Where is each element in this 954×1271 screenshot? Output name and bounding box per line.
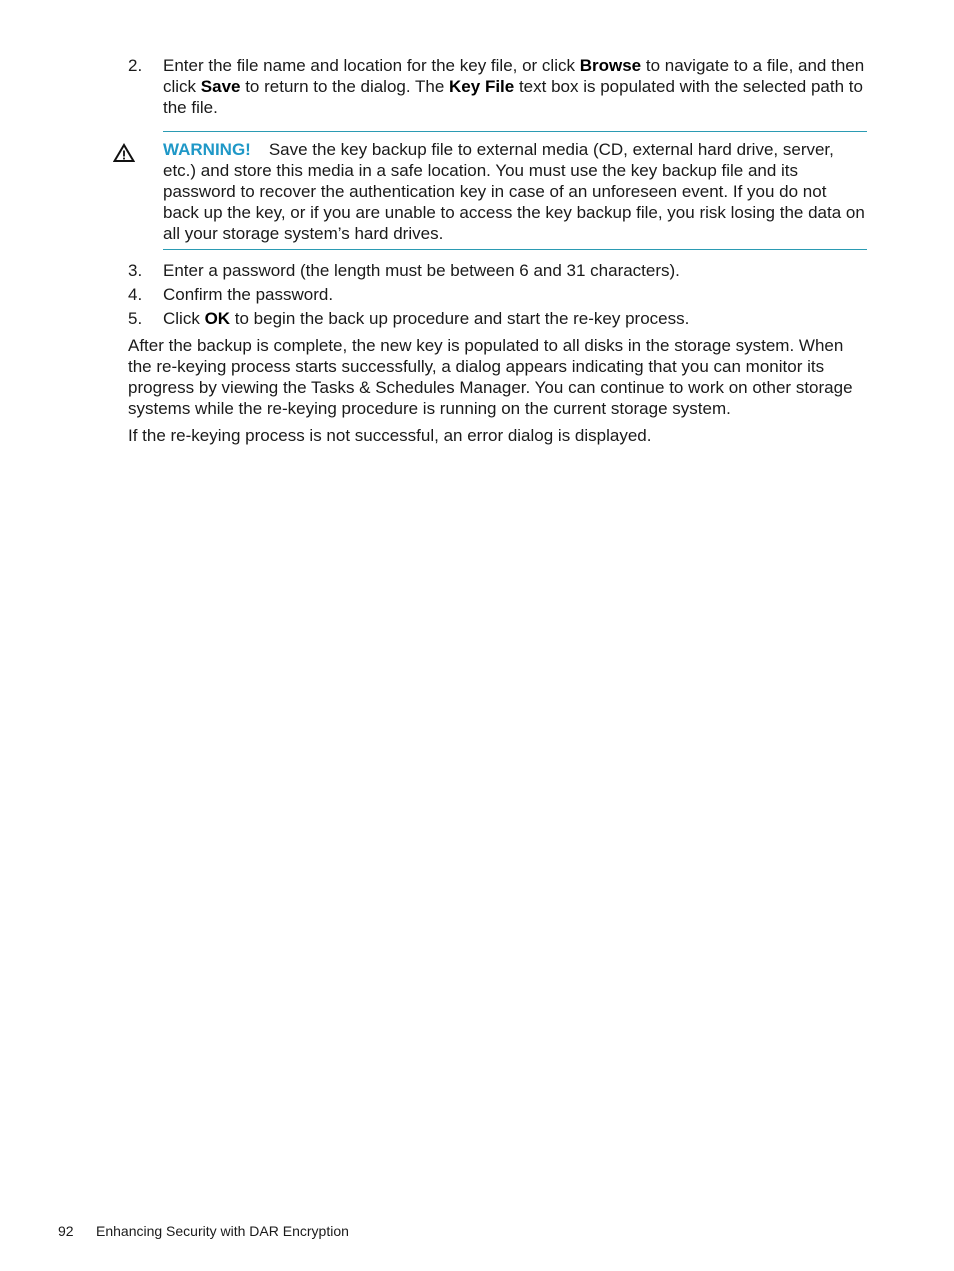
warning-triangle-icon xyxy=(113,143,135,163)
warning-text: Save the key backup file to external media (CD, external hard drive, server, etc.) and store this media in a safe location. You must use the key backup file and its password to recover the authentication key in case of an unforeseen event. If you do not back up the key, or if you are unable to access the key backup file, you risk losing the data on all your storage system’s hard drives. xyxy=(163,140,865,243)
step-number: 4. xyxy=(128,285,143,304)
step-text-run: to return to the dialog. The xyxy=(240,77,450,96)
warning-top-rule xyxy=(163,131,867,132)
step-number: 5. xyxy=(128,309,143,328)
step-text-run: text box is populated with the selected path to the file. xyxy=(163,77,863,117)
ui-term: Key File xyxy=(449,77,515,96)
list-item-step-4 xyxy=(128,284,868,305)
step-text-run: Enter a password (the length must be between 6 and 31 characters). xyxy=(163,261,680,280)
step-text xyxy=(163,260,868,281)
step-number: 3. xyxy=(128,261,143,280)
step-number: 2. xyxy=(128,56,143,75)
warning-label: WARNING! xyxy=(163,140,251,159)
body-paragraph: After the backup is complete, the new key is populated to all disks in the storage system. When the re-keying process starts successfully, a dialog appears indicating that you can monitor its progress by viewing the Tasks & Schedules Manager. You can continue to work on other storage systems while the re-keying procedure is running on the current storage system. xyxy=(128,336,853,418)
ui-term: Browse xyxy=(579,56,642,75)
step-text-run: to navigate to a file, and then click xyxy=(163,56,865,96)
step-text-run: Click xyxy=(163,309,205,328)
step-text-run: to begin the back up procedure and start the re-key process. xyxy=(230,309,690,328)
list-item-step-2 xyxy=(128,55,868,118)
ui-term: OK xyxy=(204,309,231,328)
step-text-run: Confirm the password. xyxy=(163,285,334,304)
body-paragraph: If the re-keying process is not successful, an error dialog is displayed. xyxy=(128,426,652,445)
step-text-run: Enter the file name and location for the key file, or click xyxy=(163,56,580,75)
page-number: 92 xyxy=(58,1223,74,1239)
page-footer xyxy=(58,1222,349,1240)
ui-term: Save xyxy=(200,77,241,96)
section-title: Enhancing Security with DAR Encryption xyxy=(96,1223,349,1239)
step-text xyxy=(163,55,868,118)
list-item-step-5 xyxy=(128,308,868,329)
warning-bottom-rule xyxy=(163,249,867,250)
step-text xyxy=(163,308,868,329)
list-item-step-3 xyxy=(128,260,868,281)
step-text xyxy=(163,284,868,305)
warning-body xyxy=(163,139,867,244)
